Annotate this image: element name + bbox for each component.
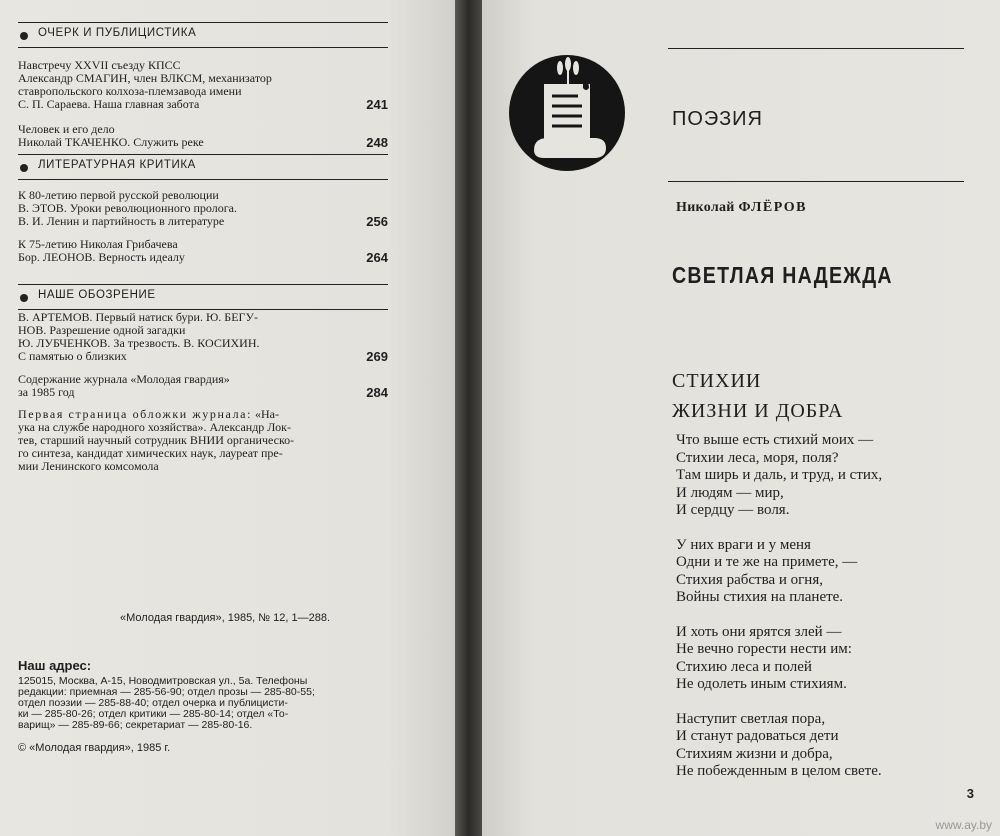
verse-line: И сердцу — воля. <box>676 502 790 518</box>
poem-title-line: СТИХИИ <box>672 370 762 392</box>
cover-note-line: ука на службе народного хозяйства». Александр Лок- <box>18 420 291 434</box>
right-page <box>482 0 1000 836</box>
book-gutter <box>455 0 482 836</box>
cover-note-line: мии Ленинского комсомола <box>18 459 159 473</box>
section-divider <box>668 181 964 182</box>
entry-line: Николай ТКАЧЕНКО. Служить реке <box>18 135 204 149</box>
toc-entry <box>18 123 388 149</box>
cover-note-text: «На- <box>255 407 280 421</box>
toc-entry <box>18 238 388 264</box>
verse-line: Что выше есть стихий моих — <box>676 432 874 448</box>
bullet-icon <box>20 32 28 40</box>
cycle-title: СВЕТЛАЯ НАДЕЖДА <box>672 262 893 288</box>
author-first-name: Николай <box>676 200 735 215</box>
author-last-name: ФЛЁРОВ <box>738 200 807 215</box>
toc-section-criticism <box>18 154 388 264</box>
verse-line: Не побежденным в целом свете. <box>676 763 882 779</box>
toc-section-review <box>18 284 388 399</box>
address-line: ки — 285-80-26; отдел критики — 285-80-14; отдел «То- <box>18 708 289 720</box>
address-block <box>18 676 315 731</box>
page-number: 3 <box>966 786 974 801</box>
section-heading-text: НАШЕ ОБОЗРЕНИЕ <box>38 289 156 301</box>
entry-line: НОВ. Разрешение одной загадки <box>18 323 186 337</box>
section-title: ПОЭЗИЯ <box>672 108 763 130</box>
entry-line: Александр СМАГИН, член ВЛКСМ, механизатор <box>18 71 272 85</box>
entry-line: Бор. ЛЕОНОВ. Верность идеалу <box>18 250 185 264</box>
section-heading <box>18 284 388 309</box>
bullet-icon <box>20 164 28 172</box>
copyright-line: © «Молодая гвардия», 1985 г. <box>18 742 171 754</box>
verse-line: Войны стихия на планете. <box>676 589 844 605</box>
entry-line: В. ЭТОВ. Уроки революционного пролога. <box>18 201 237 215</box>
author-name <box>676 200 807 216</box>
address-line: варищ» — 285-89-66; секретариат — 285-80-16. <box>18 719 253 731</box>
address-line: отдел поэзии — 285-88-40; отдел очерка и публицисти- <box>18 697 288 709</box>
stanza <box>676 537 882 607</box>
top-divider <box>668 48 964 49</box>
divider <box>18 179 388 180</box>
verse-line: И станут радоваться дети <box>676 728 839 744</box>
verse-line: Стихию леса и полей <box>676 658 812 675</box>
left-page <box>0 0 455 836</box>
toc-entry <box>18 59 388 111</box>
stanza <box>676 711 882 781</box>
verse-line: Наступит светлая пора, <box>676 710 826 727</box>
address-line: редакции: приемная — 285-56-90; отдел прозы — 285-80-55; <box>18 686 315 698</box>
address-line: 125015, Москва, А-15, Новодмитровская ул., 5а. Телефоны <box>18 675 308 687</box>
verse-line: Одни и те же на примете, — <box>676 554 858 570</box>
poem-title <box>672 366 843 426</box>
page-number: 241 <box>366 97 388 112</box>
verse-line: Не одолеть иным стихиям. <box>676 676 847 692</box>
stanza <box>676 432 882 520</box>
address-heading: Наш адрес: <box>18 658 92 673</box>
page-number: 248 <box>366 135 388 150</box>
cover-note-line: го синтеза, кандидат химических наук, лауреат пре- <box>18 446 283 460</box>
verse-line: Стихиям жизни и добра, <box>676 745 833 762</box>
cover-note <box>18 408 388 473</box>
section-heading-text: ЛИТЕРАТУРНАЯ КРИТИКА <box>38 159 196 171</box>
toc-section-essays <box>18 22 388 149</box>
toc-entry <box>18 189 388 228</box>
entry-line: Человек и его дело <box>18 122 115 136</box>
entry-line: Навстречу XXVII съезду КПСС <box>18 58 181 72</box>
entry-line: Ю. ЛУБЧЕНКОВ. За трезвость. В. КОСИХИН. <box>18 336 260 350</box>
entry-line: К 75-летию Николая Грибачева <box>18 237 178 251</box>
section-heading <box>18 154 388 179</box>
entry-line: В. АРТЕМОВ. Первый натиск бури. Ю. БЕГУ- <box>18 310 258 324</box>
page-number: 264 <box>366 250 388 265</box>
poetry-scroll-emblem-icon <box>508 54 626 172</box>
verse-line: Стихия рабства и огня, <box>676 571 823 588</box>
verse-line: У них враги и у меня <box>676 536 811 553</box>
section-heading-text: ОЧЕРК И ПУБЛИЦИСТИКА <box>38 27 197 39</box>
watermark: www.ay.by <box>935 818 992 832</box>
poem-title-line: ЖИЗНИ И ДОБРА <box>672 400 844 422</box>
page-number: 269 <box>366 349 388 364</box>
cover-note-line: тев, старший научный сотрудник ВНИИ органическо- <box>18 433 295 447</box>
toc-entry <box>18 373 388 399</box>
bullet-icon <box>20 294 28 302</box>
verse-line: И людям — мир, <box>676 484 784 501</box>
cover-note-lead: Первая страница обложки журнала: <box>18 407 253 421</box>
entry-line: С памятью о близких <box>18 349 127 363</box>
entry-line: К 80-летию первой русской революции <box>18 188 219 202</box>
section-heading <box>18 22 388 47</box>
entry-line: за 1985 год <box>18 385 75 399</box>
stanza <box>676 624 882 694</box>
verse-line: Стихии леса, моря, поля? <box>676 449 839 466</box>
verse-line: Там ширь и даль, и труд, и стих, <box>676 467 883 483</box>
divider <box>18 47 388 48</box>
verse-line: Не вечно горести нести им: <box>676 641 852 657</box>
imprint: «Молодая гвардия», 1985, № 12, 1—288. <box>120 612 331 624</box>
entry-line: ставропольского колхоза-племзавода имени <box>18 84 242 98</box>
entry-line: С. П. Сараева. Наша главная забота <box>18 97 200 111</box>
entry-line: В. И. Ленин и партийность в литературе <box>18 214 225 228</box>
verse-line: И хоть они ярятся злей — <box>676 623 842 640</box>
page-number: 284 <box>366 385 388 400</box>
page-number: 256 <box>366 214 388 229</box>
poem-body <box>676 432 882 798</box>
entry-line: Содержание журнала «Молодая гвардия» <box>18 372 230 386</box>
toc-entry <box>18 311 388 363</box>
